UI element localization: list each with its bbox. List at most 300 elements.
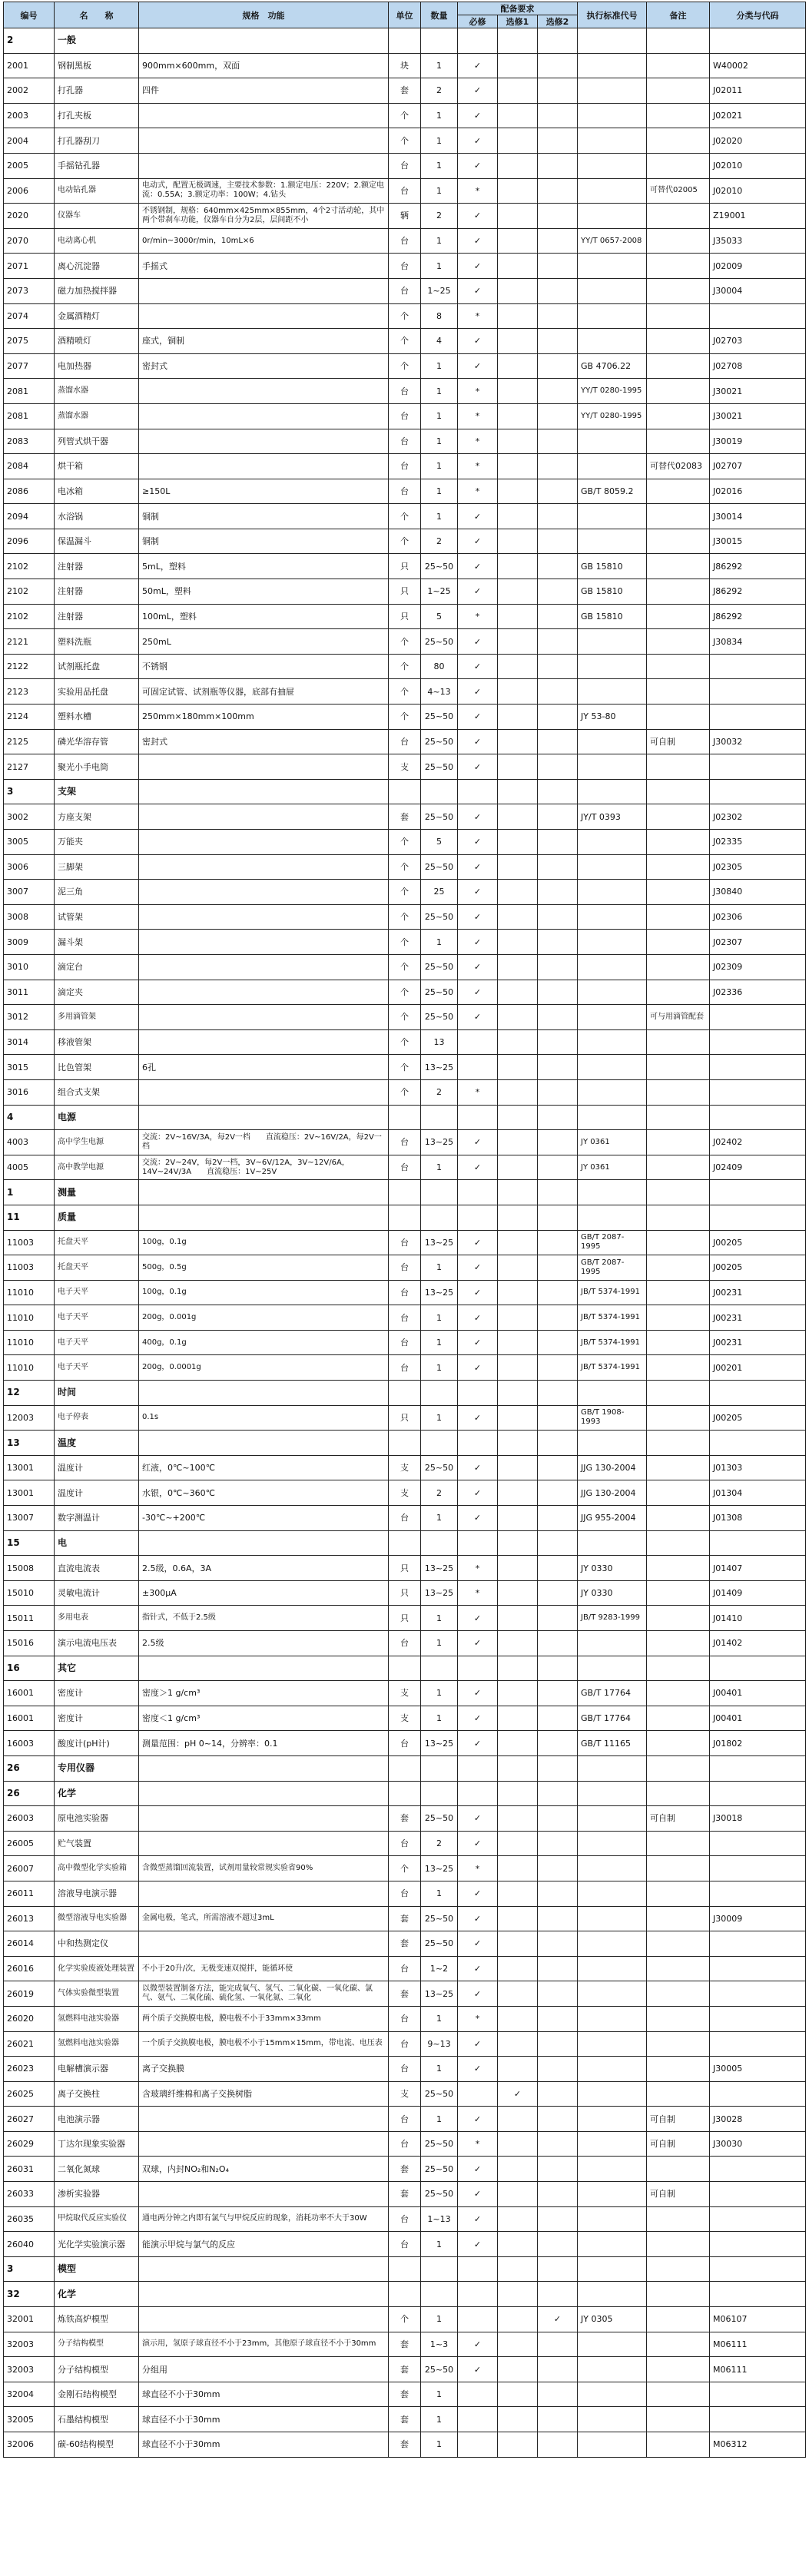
- table-row: [4, 1079, 806, 1105]
- cell-name: 注射器: [55, 579, 139, 605]
- cell-unit: 个: [389, 954, 421, 980]
- table-row: [4, 303, 806, 329]
- empty-cell: [498, 2282, 538, 2307]
- cell-qty: 1: [421, 1506, 458, 1531]
- cell-cat: J02703: [710, 329, 806, 354]
- cell-code: 32003: [4, 2332, 55, 2357]
- cell-name: 多用滴管架: [55, 1005, 139, 1030]
- cell-code: 26027: [4, 2107, 55, 2132]
- cell-code: 13001: [4, 1455, 55, 1480]
- section-row: [4, 1781, 806, 1806]
- cell-unit: 套: [389, 2182, 421, 2207]
- cell-remark: [647, 854, 710, 880]
- cell-spec: [139, 303, 389, 329]
- cell-std: [578, 254, 647, 279]
- empty-cell: [389, 2256, 421, 2282]
- cell-req: ✓: [458, 1305, 498, 1331]
- cell-req: ✓: [458, 654, 498, 679]
- cell-req: ✓: [458, 679, 498, 705]
- cell-opt1: [498, 1731, 538, 1756]
- cell-qty: 1~3: [421, 2332, 458, 2357]
- cell-std: [578, 679, 647, 705]
- cell-remark: [647, 379, 710, 404]
- cell-unit: 个: [389, 303, 421, 329]
- cell-name: 钢制黑板: [55, 53, 139, 78]
- cell-opt1: ✓: [498, 2081, 538, 2107]
- cell-qty: 5: [421, 604, 458, 629]
- empty-cell: [389, 1180, 421, 1205]
- header-req: 必修: [458, 15, 498, 28]
- header-code: 编号: [4, 2, 55, 28]
- cell-code: 32001: [4, 2307, 55, 2332]
- cell-code: 4003: [4, 1130, 55, 1155]
- cell-remark: [647, 403, 710, 429]
- cell-std: [578, 2382, 647, 2407]
- cell-cat: [710, 2182, 806, 2207]
- table-row: [4, 729, 806, 754]
- cell-opt2: [538, 1330, 578, 1355]
- cell-qty: 25~50: [421, 2182, 458, 2207]
- cell-opt1: [498, 1330, 538, 1355]
- cell-code: 32006: [4, 2432, 55, 2458]
- cell-cat: J30009: [710, 1906, 806, 1931]
- cell-req: *: [458, 1856, 498, 1881]
- cell-opt1: [498, 379, 538, 404]
- cell-unit: 支: [389, 1455, 421, 1480]
- cell-spec: 演示用，氢原子球直径不小于23mm，其他原子球直径不小于30mm: [139, 2332, 389, 2357]
- section-row: [4, 1656, 806, 1681]
- cell-name: 气体实验微型装置: [55, 1981, 139, 2007]
- cell-cat: M06111: [710, 2357, 806, 2382]
- cell-remark: [647, 1981, 710, 2007]
- cell-opt1: [498, 1681, 538, 1706]
- cell-qty: 1: [421, 2232, 458, 2257]
- cell-opt2: [538, 1556, 578, 1581]
- cell-unit: 个: [389, 830, 421, 855]
- cell-qty: 2: [421, 204, 458, 229]
- section-name: 模型: [55, 2256, 139, 2282]
- table-row: [4, 554, 806, 579]
- table-row: [4, 1856, 806, 1881]
- cell-code: 4005: [4, 1155, 55, 1180]
- cell-req: [458, 1029, 498, 1055]
- cell-name: 塑料水槽: [55, 705, 139, 730]
- cell-cat: Z19001: [710, 204, 806, 229]
- empty-cell: [538, 1656, 578, 1681]
- cell-code: 26016: [4, 1956, 55, 1981]
- cell-opt1: [498, 1856, 538, 1881]
- cell-qty: 25~50: [421, 1005, 458, 1030]
- cell-remark: [647, 1506, 710, 1531]
- cell-cat: J02302: [710, 804, 806, 830]
- cell-code: 2094: [4, 504, 55, 529]
- cell-remark: [647, 504, 710, 529]
- cell-qty: 2: [421, 1480, 458, 1506]
- empty-cell: [647, 28, 710, 54]
- cell-remark: [647, 1681, 710, 1706]
- cell-cat: J01303: [710, 1455, 806, 1480]
- empty-cell: [538, 1781, 578, 1806]
- cell-name: 微型溶液导电实验器: [55, 1906, 139, 1931]
- header-std: 执行标准代号: [578, 2, 647, 28]
- cell-req: ✓: [458, 930, 498, 955]
- table-row: [4, 1606, 806, 1631]
- empty-cell: [498, 28, 538, 54]
- table-row: [4, 1255, 806, 1281]
- cell-qty: 1: [421, 53, 458, 78]
- empty-cell: [389, 1105, 421, 1130]
- section-row: [4, 1205, 806, 1230]
- table-row: [4, 278, 806, 303]
- cell-req: ✓: [458, 1631, 498, 1656]
- cell-opt1: [498, 78, 538, 104]
- cell-req: *: [458, 479, 498, 504]
- cell-req: ✓: [458, 228, 498, 254]
- cell-unit: 只: [389, 579, 421, 605]
- cell-code: 3015: [4, 1055, 55, 1080]
- cell-opt2: [538, 904, 578, 930]
- cell-remark: [647, 1731, 710, 1756]
- cell-name: 电池演示器: [55, 2107, 139, 2132]
- table-row: [4, 2382, 806, 2407]
- cell-remark: [647, 880, 710, 905]
- cell-unit: 支: [389, 1480, 421, 1506]
- cell-opt1: [498, 1280, 538, 1305]
- cell-req: ✓: [458, 954, 498, 980]
- section-code: 11: [4, 1205, 55, 1230]
- cell-name: 试剂瓶托盘: [55, 654, 139, 679]
- empty-cell: [538, 1381, 578, 1406]
- cell-spec: 不锈钢: [139, 654, 389, 679]
- cell-std: [578, 980, 647, 1005]
- cell-spec: 铜制: [139, 529, 389, 554]
- cell-opt1: [498, 103, 538, 128]
- cell-std: [578, 529, 647, 554]
- empty-cell: [710, 28, 806, 54]
- cell-req: *: [458, 178, 498, 204]
- cell-name: 分子结构模型: [55, 2357, 139, 2382]
- cell-name: 中和热测定仪: [55, 1931, 139, 1957]
- cell-qty: 25~50: [421, 2081, 458, 2107]
- empty-cell: [421, 2282, 458, 2307]
- cell-qty: 1~25: [421, 579, 458, 605]
- cell-opt1: [498, 1480, 538, 1506]
- cell-opt2: [538, 654, 578, 679]
- section-row: [4, 1530, 806, 1556]
- cell-spec: 不锈钢制，规格：640mm×425mm×855mm，4个2寸活动轮，其中两个带刹车功能，仪器车自分为2层，层间距不小: [139, 204, 389, 229]
- cell-opt1: [498, 880, 538, 905]
- cell-unit: 台: [389, 1731, 421, 1756]
- empty-cell: [389, 1205, 421, 1230]
- table-row: [4, 1631, 806, 1656]
- cell-name: 烘干箱: [55, 454, 139, 479]
- cell-name: 注射器: [55, 604, 139, 629]
- cell-std: [578, 429, 647, 454]
- cell-spec: 6孔: [139, 1055, 389, 1080]
- cell-spec: 2.5级，0.6A，3A: [139, 1556, 389, 1581]
- cell-spec: 密封式: [139, 353, 389, 379]
- cell-code: 26003: [4, 1806, 55, 1832]
- cell-std: [578, 2407, 647, 2432]
- cell-qty: 1: [421, 228, 458, 254]
- cell-qty: 25~50: [421, 1806, 458, 1832]
- cell-qty: 1: [421, 254, 458, 279]
- table-row: [4, 2157, 806, 2182]
- cell-opt2: [538, 930, 578, 955]
- cell-spec: [139, 2182, 389, 2207]
- cell-opt2: [538, 804, 578, 830]
- cell-opt2: [538, 2432, 578, 2458]
- cell-std: [578, 1055, 647, 1080]
- cell-qty: 1: [421, 1706, 458, 1731]
- cell-std: [578, 754, 647, 780]
- cell-std: JY 0330: [578, 1580, 647, 1606]
- cell-remark: [647, 2307, 710, 2332]
- cell-std: [578, 1856, 647, 1881]
- cell-qty: 2: [421, 78, 458, 104]
- cell-unit: 套: [389, 804, 421, 830]
- cell-req: ✓: [458, 1455, 498, 1480]
- cell-name: 温度计: [55, 1480, 139, 1506]
- cell-opt2: [538, 2131, 578, 2157]
- cell-code: 3011: [4, 980, 55, 1005]
- cell-name: 打孔器刮刀: [55, 128, 139, 154]
- cell-cat: [710, 1005, 806, 1030]
- cell-name: 光化学实验演示器: [55, 2232, 139, 2257]
- empty-cell: [578, 1755, 647, 1781]
- cell-req: ✓: [458, 1255, 498, 1281]
- cell-opt2: [538, 303, 578, 329]
- header-config: 配备要求: [458, 2, 578, 15]
- cell-cat: J30021: [710, 379, 806, 404]
- cell-cat: J02011: [710, 78, 806, 104]
- cell-opt2: [538, 379, 578, 404]
- cell-opt1: [498, 329, 538, 354]
- empty-cell: [389, 1656, 421, 1681]
- cell-req: [458, 2382, 498, 2407]
- cell-spec: [139, 880, 389, 905]
- empty-cell: [139, 1530, 389, 1556]
- cell-cat: J86292: [710, 579, 806, 605]
- section-code: 4: [4, 1105, 55, 1130]
- cell-std: JJG 955-2004: [578, 1506, 647, 1531]
- cell-unit: 台: [389, 403, 421, 429]
- cell-opt2: [538, 153, 578, 178]
- cell-req: [458, 2081, 498, 2107]
- cell-req: ✓: [458, 579, 498, 605]
- cell-remark: [647, 1706, 710, 1731]
- cell-unit: 个: [389, 1005, 421, 1030]
- cell-spec: [139, 2107, 389, 2132]
- cell-name: 石墨结构模型: [55, 2407, 139, 2432]
- cell-std: GB/T 11165: [578, 1731, 647, 1756]
- cell-qty: 1: [421, 1681, 458, 1706]
- cell-spec: [139, 1005, 389, 1030]
- cell-remark: [647, 830, 710, 855]
- cell-req: ✓: [458, 2332, 498, 2357]
- cell-cat: J01304: [710, 1480, 806, 1506]
- cell-req: [458, 1055, 498, 1080]
- cell-unit: 个: [389, 504, 421, 529]
- table-row: [4, 2307, 806, 2332]
- cell-opt2: [538, 1831, 578, 1856]
- cell-code: 26020: [4, 2006, 55, 2031]
- table-row: [4, 403, 806, 429]
- cell-remark: [647, 529, 710, 554]
- empty-cell: [458, 1205, 498, 1230]
- cell-name: 电动钻孔器: [55, 178, 139, 204]
- cell-opt1: [498, 429, 538, 454]
- cell-remark: 可自制: [647, 1806, 710, 1832]
- cell-opt1: [498, 2232, 538, 2257]
- empty-cell: [710, 779, 806, 804]
- cell-remark: 可与用滴管配套: [647, 1005, 710, 1030]
- cell-name: 方座支架: [55, 804, 139, 830]
- cell-qty: 1: [421, 479, 458, 504]
- cell-opt2: [538, 228, 578, 254]
- cell-unit: 个: [389, 329, 421, 354]
- cell-code: 26035: [4, 2206, 55, 2232]
- cell-qty: 25~50: [421, 1455, 458, 1480]
- cell-spec: 球直径不小于30mm: [139, 2382, 389, 2407]
- cell-qty: 1: [421, 429, 458, 454]
- cell-opt1: [498, 1706, 538, 1731]
- cell-cat: [710, 654, 806, 679]
- cell-name: 氢燃料电池实验器: [55, 2031, 139, 2057]
- cell-unit: 支: [389, 1681, 421, 1706]
- cell-name: 组合式支架: [55, 1079, 139, 1105]
- cell-code: 26011: [4, 1881, 55, 1906]
- cell-unit: 个: [389, 1079, 421, 1105]
- cell-req: ✓: [458, 1506, 498, 1531]
- cell-opt1: [498, 604, 538, 629]
- cell-opt2: [538, 278, 578, 303]
- cell-req: ✓: [458, 554, 498, 579]
- cell-spec: 双球，内封NO₂和N₂O₄: [139, 2157, 389, 2182]
- cell-cat: J30834: [710, 629, 806, 655]
- empty-cell: [389, 1781, 421, 1806]
- cell-name: 仪器车: [55, 204, 139, 229]
- cell-opt2: [538, 1305, 578, 1331]
- empty-cell: [139, 28, 389, 54]
- empty-cell: [421, 1105, 458, 1130]
- cell-opt1: [498, 1631, 538, 1656]
- cell-opt1: [498, 153, 538, 178]
- empty-cell: [538, 28, 578, 54]
- cell-qty: 1: [421, 1155, 458, 1180]
- cell-spec: 100mL，塑料: [139, 604, 389, 629]
- cell-unit: 台: [389, 1831, 421, 1856]
- cell-cat: [710, 1881, 806, 1906]
- cell-opt1: [498, 353, 538, 379]
- cell-qty: 1: [421, 178, 458, 204]
- cell-code: 2002: [4, 78, 55, 104]
- cell-qty: 13~25: [421, 1556, 458, 1581]
- cell-opt2: [538, 2081, 578, 2107]
- cell-cat: J02307: [710, 930, 806, 955]
- cell-opt1: [498, 479, 538, 504]
- cell-req: ✓: [458, 2157, 498, 2182]
- cell-spec: [139, 2131, 389, 2157]
- table-row: [4, 2057, 806, 2082]
- cell-code: 2074: [4, 303, 55, 329]
- cell-unit: 套: [389, 1981, 421, 2007]
- cell-qty: 5: [421, 830, 458, 855]
- table-row: [4, 679, 806, 705]
- cell-req: *: [458, 1079, 498, 1105]
- cell-req: ✓: [458, 153, 498, 178]
- cell-name: 电冰箱: [55, 479, 139, 504]
- cell-cat: [710, 1029, 806, 1055]
- empty-cell: [578, 1530, 647, 1556]
- cell-unit: 套: [389, 2332, 421, 2357]
- cell-qty: 80: [421, 654, 458, 679]
- cell-code: 2006: [4, 178, 55, 204]
- empty-cell: [389, 28, 421, 54]
- cell-std: [578, 153, 647, 178]
- table-header: [4, 2, 806, 28]
- cell-std: [578, 1079, 647, 1105]
- cell-remark: [647, 1055, 710, 1080]
- empty-cell: [538, 1105, 578, 1130]
- cell-cat: J02305: [710, 854, 806, 880]
- cell-std: JY 53-80: [578, 705, 647, 730]
- cell-qty: 1: [421, 1305, 458, 1331]
- cell-req: ✓: [458, 2232, 498, 2257]
- cell-unit: 台: [389, 1230, 421, 1255]
- cell-qty: 2: [421, 1831, 458, 1856]
- cell-remark: [647, 1280, 710, 1305]
- cell-opt1: [498, 679, 538, 705]
- empty-cell: [421, 1781, 458, 1806]
- cell-opt2: [538, 1731, 578, 1756]
- cell-name: 高中教学电源: [55, 1155, 139, 1180]
- cell-std: [578, 303, 647, 329]
- cell-qty: 4~13: [421, 679, 458, 705]
- cell-remark: [647, 629, 710, 655]
- cell-spec: [139, 1029, 389, 1055]
- cell-remark: [647, 980, 710, 1005]
- empty-cell: [498, 779, 538, 804]
- cell-opt2: [538, 980, 578, 1005]
- cell-name: 高中微型化学实验箱: [55, 1856, 139, 1881]
- cell-std: [578, 2157, 647, 2182]
- cell-qty: 1: [421, 2432, 458, 2458]
- cell-cat: J00231: [710, 1305, 806, 1331]
- header-spec: 规格 功能: [139, 2, 389, 28]
- empty-cell: [458, 1781, 498, 1806]
- cell-cat: J02335: [710, 830, 806, 855]
- empty-cell: [647, 1105, 710, 1130]
- cell-req: ✓: [458, 1956, 498, 1981]
- cell-unit: 台: [389, 2232, 421, 2257]
- cell-opt1: [498, 1556, 538, 1581]
- cell-name: 滴定夹: [55, 980, 139, 1005]
- cell-opt1: [498, 1355, 538, 1381]
- cell-req: ✓: [458, 204, 498, 229]
- cell-unit: 套: [389, 1931, 421, 1957]
- section-code: 2: [4, 28, 55, 54]
- cell-opt1: [498, 1956, 538, 1981]
- cell-cat: M06107: [710, 2307, 806, 2332]
- cell-opt2: [538, 754, 578, 780]
- cell-code: 2003: [4, 103, 55, 128]
- table-row: [4, 479, 806, 504]
- empty-cell: [647, 1656, 710, 1681]
- table-row: [4, 1831, 806, 1856]
- cell-opt2: [538, 1029, 578, 1055]
- empty-cell: [421, 1530, 458, 1556]
